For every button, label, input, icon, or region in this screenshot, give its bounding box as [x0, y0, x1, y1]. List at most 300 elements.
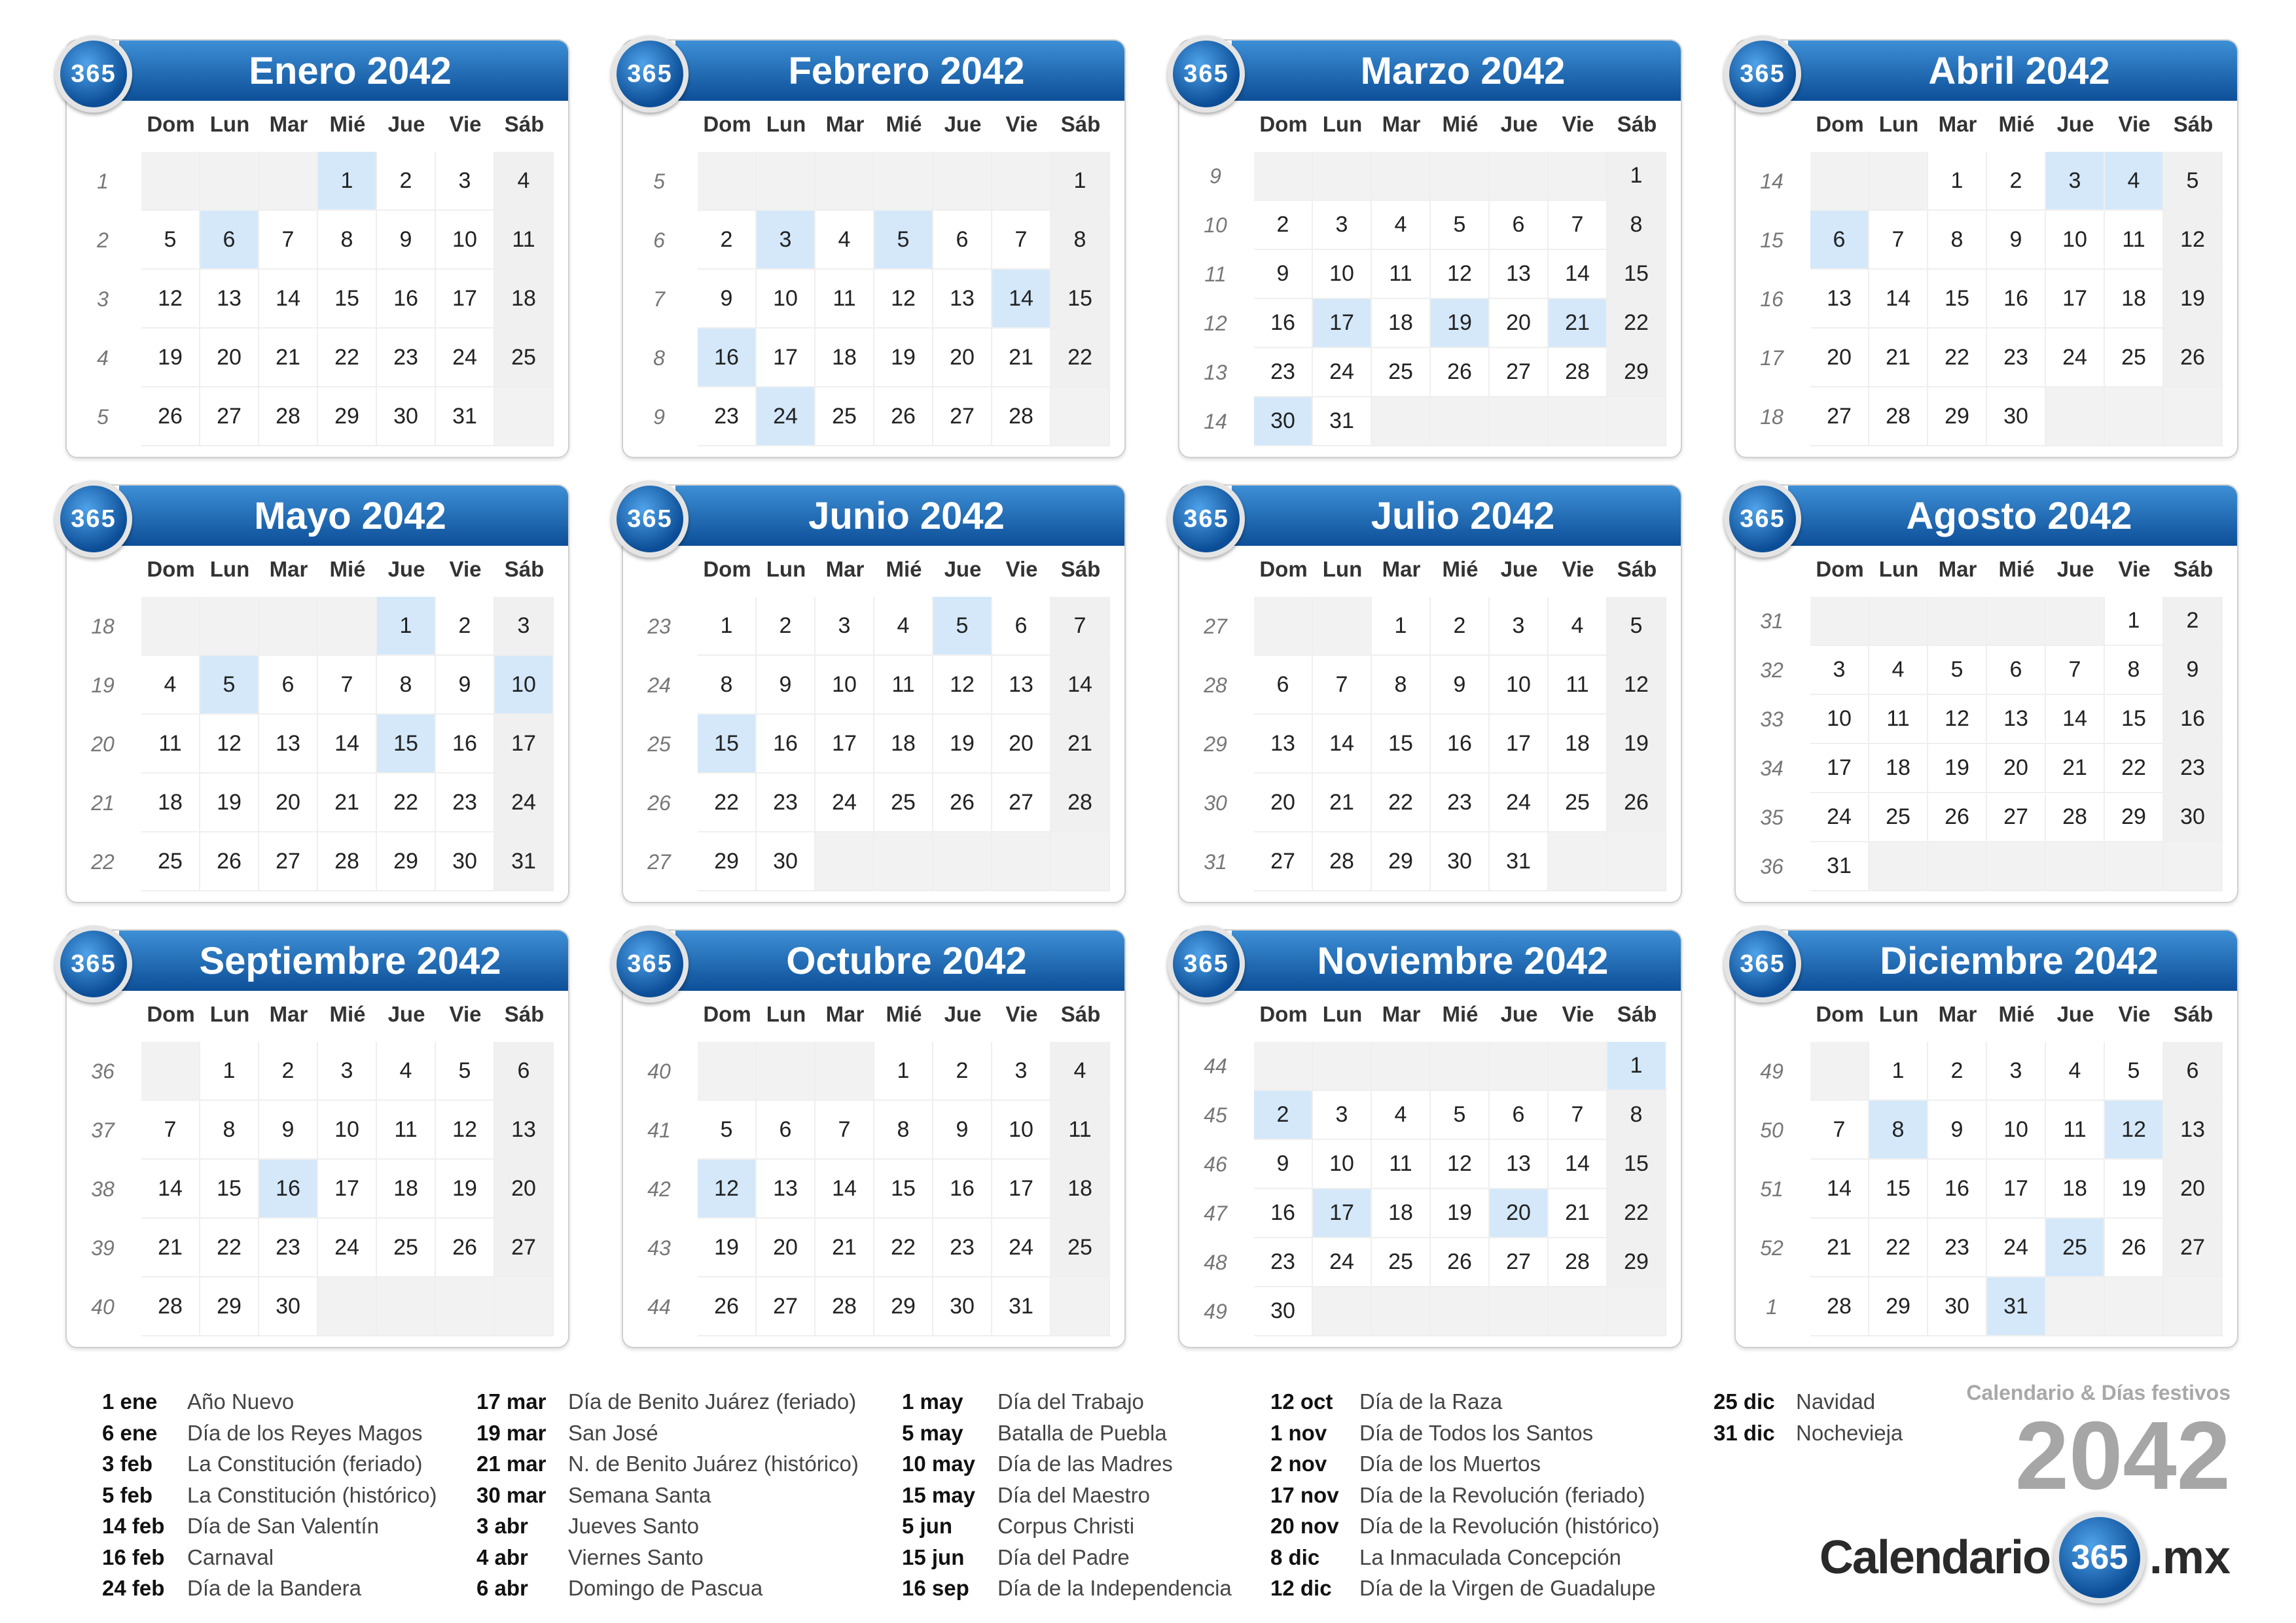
- day-cell: 29: [874, 1277, 933, 1336]
- week-numbers: [73, 1042, 132, 1336]
- weekday-label: Lun: [1322, 112, 1363, 136]
- holiday-row: [102, 1542, 437, 1573]
- holiday-row: [476, 1418, 859, 1449]
- day-cell: 19: [436, 1160, 495, 1219]
- empty-cell: [1928, 842, 1987, 891]
- empty-cell: [1490, 1042, 1549, 1091]
- day-cell: 6: [1987, 646, 2046, 695]
- day-cell: 14: [259, 270, 318, 329]
- day-cell: 25: [1869, 793, 1928, 842]
- weekday-label: Jue: [1500, 112, 1538, 136]
- day-cell: 4: [2046, 1042, 2105, 1101]
- day-cell: 27: [933, 387, 992, 446]
- empty-cell: [2164, 1277, 2223, 1336]
- holiday-name: Corpus Christi: [997, 1514, 1135, 1538]
- day-cell: 10: [1490, 656, 1549, 715]
- day-grid: [698, 152, 1110, 446]
- weekday-label: Mié: [329, 112, 366, 136]
- day-cell: 25: [141, 832, 200, 891]
- holiday-name: Día del Padre: [997, 1544, 1130, 1569]
- day-cell: 26: [698, 1277, 757, 1336]
- holiday-date: 3 feb: [102, 1452, 153, 1476]
- day-cell: 25: [2046, 1219, 2105, 1277]
- holiday-date: 5 may: [902, 1420, 963, 1445]
- holiday-name: Día de Todos los Santos: [1359, 1420, 1594, 1445]
- empty-cell: [1987, 597, 2046, 646]
- week-number: 40: [647, 1059, 671, 1083]
- day-cell: 22: [1869, 1219, 1928, 1277]
- day-cell: 4: [874, 597, 933, 656]
- empty-cell: [1869, 842, 1928, 891]
- day-cell: 27: [259, 832, 318, 891]
- week-numbers: [1742, 597, 1801, 891]
- day-cell: 30: [259, 1277, 318, 1336]
- day-cell: 17: [1490, 715, 1549, 774]
- weekday-label: Mar: [1938, 557, 1977, 581]
- weekday-label: Vie: [1005, 112, 1038, 136]
- day-cell: 19: [1431, 1189, 1490, 1238]
- week-number: 9: [653, 404, 665, 429]
- empty-cell: [200, 597, 259, 656]
- week-number: 15: [1760, 228, 1784, 252]
- day-grid: [1254, 1042, 1666, 1336]
- day-grid: [141, 1042, 554, 1336]
- day-cell: 22: [698, 774, 757, 832]
- month-title: Agosto 2042: [1788, 486, 2237, 546]
- week-number: 27: [647, 849, 671, 874]
- holiday-date: 4 abr: [476, 1544, 528, 1569]
- day-cell: 21: [816, 1219, 874, 1277]
- empty-cell: [1928, 597, 1987, 646]
- weekday-label: Mar: [1382, 1002, 1421, 1026]
- holiday-date: 24 feb: [102, 1576, 165, 1600]
- weekday-label: Mar: [1382, 557, 1421, 581]
- holiday-column: [102, 1386, 437, 1604]
- day-cell: 27: [757, 1277, 816, 1336]
- day-cell: 30: [1254, 1287, 1313, 1336]
- empty-cell: [816, 1042, 874, 1101]
- empty-cell: [1810, 597, 1869, 646]
- day-cell: 23: [259, 1219, 318, 1277]
- holiday-name: Día de la Revolución (feriado): [1359, 1482, 1645, 1507]
- day-cell: 21: [1810, 1219, 1869, 1277]
- day-cell: 18: [1549, 715, 1607, 774]
- day-cell: 5: [1607, 597, 1666, 656]
- day-cell: 9: [1928, 1101, 1987, 1160]
- empty-cell: [2105, 1277, 2164, 1336]
- month-panel: [1734, 484, 2238, 903]
- holiday-row: [102, 1480, 437, 1511]
- month-title: Mayo 2042: [119, 486, 568, 546]
- badge-365-icon: 365: [611, 925, 689, 1003]
- holiday-row: [1270, 1510, 1660, 1542]
- weekday-label: Mié: [1998, 1002, 2035, 1026]
- day-cell: 26: [933, 774, 992, 832]
- day-cell: 1: [1607, 152, 1666, 201]
- day-cell: 1: [1869, 1042, 1928, 1101]
- week-number: 22: [91, 849, 115, 874]
- holiday-date: 8 dic: [1270, 1544, 1320, 1569]
- weekday-header: [1810, 554, 2223, 585]
- day-cell: 17: [1313, 299, 1372, 348]
- holiday-name: Carnaval: [187, 1544, 274, 1569]
- day-cell: 28: [141, 1277, 200, 1336]
- weekday-label: Lun: [209, 112, 250, 136]
- week-number: 36: [91, 1059, 115, 1083]
- day-cell: 4: [816, 211, 874, 270]
- holiday-date: 3 abr: [476, 1514, 528, 1538]
- day-cell: 4: [495, 152, 554, 211]
- day-cell: 6: [933, 211, 992, 270]
- empty-cell: [1372, 1042, 1431, 1091]
- week-number: 14: [1204, 410, 1227, 433]
- day-cell: 8: [1607, 1091, 1666, 1140]
- weekday-label: Mié: [886, 1002, 922, 1026]
- day-cell: 14: [2046, 695, 2105, 744]
- week-numbers: [630, 152, 689, 446]
- empty-cell: [874, 152, 933, 211]
- week-numbers: [1742, 1042, 1801, 1336]
- weekday-label: Dom: [1816, 1002, 1864, 1026]
- week-number: 7: [653, 287, 665, 311]
- day-cell: 24: [757, 387, 816, 446]
- day-cell: 30: [1431, 832, 1490, 891]
- weekday-label: Sáb: [1617, 1002, 1657, 1026]
- day-cell: 20: [1810, 329, 1869, 387]
- day-cell: 31: [495, 832, 554, 891]
- day-cell: 29: [698, 832, 757, 891]
- day-cell: 12: [1928, 695, 1987, 744]
- week-number: 4: [97, 346, 109, 370]
- holiday-name: Día de San Valentín: [187, 1514, 379, 1538]
- month-panel: [1178, 484, 1682, 903]
- weekday-label: Mar: [269, 1002, 308, 1026]
- week-number: 35: [1760, 806, 1784, 829]
- holiday-name: Día de las Madres: [997, 1452, 1173, 1476]
- day-cell: 22: [318, 329, 377, 387]
- week-numbers: [1186, 1042, 1245, 1336]
- day-cell: 7: [1549, 201, 1607, 250]
- holiday-date: 30 mar: [476, 1482, 547, 1507]
- day-cell: 7: [1810, 1101, 1869, 1160]
- week-number: 40: [91, 1294, 115, 1319]
- empty-cell: [1549, 397, 1607, 446]
- weekday-label: Mié: [1998, 112, 2035, 136]
- weekday-label: Lun: [766, 557, 806, 581]
- day-cell: 20: [933, 329, 992, 387]
- empty-cell: [1810, 1042, 1869, 1101]
- empty-cell: [1549, 1287, 1607, 1336]
- day-cell: 5: [698, 1101, 757, 1160]
- holiday-row: [902, 1573, 1232, 1604]
- weekday-label: Sáb: [504, 1002, 545, 1026]
- holiday-date: 5 feb: [102, 1482, 153, 1507]
- day-grid: [1254, 152, 1666, 446]
- day-cell: 8: [1607, 201, 1666, 250]
- week-numbers: [1742, 152, 1801, 446]
- day-cell: 25: [2105, 329, 2164, 387]
- weekday-label: Dom: [703, 557, 751, 581]
- day-cell: 23: [1254, 1238, 1313, 1287]
- holiday-date: 17 mar: [476, 1389, 547, 1414]
- day-cell: 30: [1254, 397, 1313, 446]
- week-number: 18: [1760, 404, 1784, 429]
- week-number: 29: [1204, 732, 1227, 756]
- day-cell: 30: [377, 387, 436, 446]
- weekday-label: Sáb: [1060, 1002, 1101, 1026]
- week-number: 25: [647, 732, 671, 756]
- day-cell: 19: [2164, 270, 2223, 329]
- week-number: 50: [1760, 1118, 1784, 1142]
- badge-365-icon: 365: [1168, 925, 1245, 1003]
- month-panel: [622, 929, 1126, 1348]
- weekday-label: Lun: [209, 1002, 250, 1026]
- week-number: 31: [1760, 609, 1784, 633]
- day-cell: 18: [141, 774, 200, 832]
- day-cell: 19: [200, 774, 259, 832]
- holiday-name: San José: [568, 1420, 658, 1445]
- week-number: 34: [1760, 757, 1784, 780]
- weekday-header: [1254, 554, 1666, 585]
- holiday-row: [902, 1448, 1232, 1480]
- holiday-date: 16 feb: [102, 1544, 165, 1569]
- day-cell: 5: [1431, 201, 1490, 250]
- day-cell: 16: [1928, 1160, 1987, 1219]
- day-cell: 14: [318, 715, 377, 774]
- day-cell: 12: [200, 715, 259, 774]
- day-cell: 6: [1810, 211, 1869, 270]
- day-cell: 2: [436, 597, 495, 656]
- week-number: 28: [1204, 673, 1227, 697]
- empty-cell: [1313, 1042, 1372, 1091]
- day-cell: 20: [259, 774, 318, 832]
- weekday-label: Lun: [1878, 112, 1919, 136]
- day-cell: 3: [757, 211, 816, 270]
- day-cell: 14: [1869, 270, 1928, 329]
- day-cell: 19: [141, 329, 200, 387]
- weekday-label: Sáb: [504, 557, 545, 581]
- day-cell: 24: [1987, 1219, 2046, 1277]
- day-cell: 7: [816, 1101, 874, 1160]
- empty-cell: [259, 597, 318, 656]
- week-number: 31: [1204, 849, 1227, 874]
- empty-cell: [1987, 842, 2046, 891]
- week-number: 44: [647, 1294, 671, 1319]
- brand-logo[interactable]: [1820, 1518, 2231, 1597]
- week-number: 20: [91, 732, 115, 756]
- weekday-label: Sáb: [1617, 112, 1657, 136]
- day-cell: 24: [436, 329, 495, 387]
- week-number: 39: [91, 1236, 115, 1260]
- day-cell: 2: [377, 152, 436, 211]
- day-cell: 15: [1869, 1160, 1928, 1219]
- week-number: 23: [647, 614, 671, 638]
- week-numbers: [1186, 152, 1245, 446]
- day-cell: 21: [1869, 329, 1928, 387]
- day-cell: 25: [816, 387, 874, 446]
- empty-cell: [1490, 152, 1549, 201]
- day-cell: 31: [1313, 397, 1372, 446]
- day-cell: 6: [1490, 1091, 1549, 1140]
- empty-cell: [2046, 1277, 2105, 1336]
- day-cell: 10: [495, 656, 554, 715]
- holiday-list: [102, 1386, 1903, 1609]
- day-cell: 18: [1051, 1160, 1110, 1219]
- weekday-label: Jue: [387, 557, 425, 581]
- day-cell: 24: [1313, 348, 1372, 397]
- day-cell: 8: [1051, 211, 1110, 270]
- holiday-row: [476, 1448, 859, 1480]
- holiday-row: [902, 1418, 1232, 1449]
- holiday-date: 1 may: [902, 1389, 963, 1414]
- empty-cell: [495, 1277, 554, 1336]
- weekday-header: [1810, 999, 2223, 1030]
- day-cell: 28: [259, 387, 318, 446]
- holiday-date: 1 nov: [1270, 1420, 1327, 1445]
- month-panel: [65, 484, 569, 903]
- weekday-label: Sáb: [2173, 1002, 2214, 1026]
- day-cell: 16: [2164, 695, 2223, 744]
- holiday-name: Día de la Revolución (histórico): [1359, 1514, 1660, 1538]
- day-cell: 10: [2046, 211, 2105, 270]
- weekday-label: Mar: [1382, 112, 1421, 136]
- day-cell: 25: [495, 329, 554, 387]
- weekday-label: Dom: [1816, 557, 1864, 581]
- day-cell: 27: [1490, 1238, 1549, 1287]
- day-cell: 25: [1372, 1238, 1431, 1287]
- day-cell: 1: [1051, 152, 1110, 211]
- holiday-row: [1270, 1386, 1660, 1418]
- holiday-row: [1270, 1418, 1660, 1449]
- holiday-name: Día de los Muertos: [1359, 1452, 1541, 1476]
- weekday-label: Lun: [1322, 1002, 1363, 1026]
- day-cell: 10: [1810, 695, 1869, 744]
- badge-365-icon: 365: [55, 35, 132, 113]
- day-cell: 7: [259, 211, 318, 270]
- day-cell: 4: [141, 656, 200, 715]
- month-title: Marzo 2042: [1232, 41, 1681, 101]
- day-cell: 30: [933, 1277, 992, 1336]
- empty-cell: [1607, 832, 1666, 891]
- weekday-label: Jue: [2056, 557, 2094, 581]
- holiday-date: 17 nov: [1270, 1482, 1339, 1507]
- day-cell: 26: [2105, 1219, 2164, 1277]
- day-cell: 3: [1490, 597, 1549, 656]
- weekday-label: Vie: [1562, 112, 1594, 136]
- day-cell: 22: [1372, 774, 1431, 832]
- day-cell: 17: [757, 329, 816, 387]
- day-cell: 23: [1254, 348, 1313, 397]
- day-cell: 13: [1490, 250, 1549, 299]
- day-grid: [1810, 152, 2223, 446]
- day-cell: 13: [259, 715, 318, 774]
- day-cell: 3: [1313, 1091, 1372, 1140]
- day-cell: 30: [1928, 1277, 1987, 1336]
- holiday-name: Día de Benito Juárez (feriado): [568, 1389, 857, 1414]
- day-cell: 7: [318, 656, 377, 715]
- week-number: 26: [647, 791, 671, 815]
- day-cell: 5: [874, 211, 933, 270]
- weekday-label: Vie: [449, 557, 482, 581]
- empty-cell: [141, 597, 200, 656]
- month-panel: [622, 39, 1126, 458]
- day-grid: [698, 1042, 1110, 1336]
- holiday-name: La Constitución (feriado): [187, 1452, 423, 1476]
- weekday-label: Mar: [269, 557, 308, 581]
- empty-cell: [757, 152, 816, 211]
- day-cell: 7: [1549, 1091, 1607, 1140]
- weekday-label: Mié: [1442, 112, 1479, 136]
- day-cell: 16: [757, 715, 816, 774]
- logo-badge-icon: 365: [2054, 1512, 2145, 1603]
- day-cell: 25: [1372, 348, 1431, 397]
- holiday-row: [476, 1573, 859, 1604]
- holiday-name: Nochevieja: [1796, 1420, 1903, 1445]
- day-cell: 20: [1254, 774, 1313, 832]
- day-cell: 23: [1987, 329, 2046, 387]
- day-cell: 9: [2164, 646, 2223, 695]
- week-number: 3: [97, 287, 109, 311]
- day-cell: 19: [1607, 715, 1666, 774]
- week-number: 42: [647, 1177, 671, 1201]
- day-cell: 18: [1372, 299, 1431, 348]
- month-panel: [65, 39, 569, 458]
- holiday-row: [102, 1573, 437, 1604]
- weekday-header: [141, 999, 554, 1030]
- day-cell: 12: [436, 1101, 495, 1160]
- day-cell: 2: [933, 1042, 992, 1101]
- week-number: 36: [1760, 855, 1784, 878]
- day-cell: 11: [1372, 250, 1431, 299]
- day-cell: 5: [141, 211, 200, 270]
- day-cell: 11: [1869, 695, 1928, 744]
- day-cell: 2: [757, 597, 816, 656]
- empty-cell: [1869, 152, 1928, 211]
- day-cell: 17: [1810, 744, 1869, 793]
- day-cell: 10: [1987, 1101, 2046, 1160]
- holiday-name: Día de los Reyes Magos: [187, 1420, 423, 1445]
- holiday-date: 10 may: [902, 1452, 975, 1476]
- day-cell: 19: [1928, 744, 1987, 793]
- holiday-date: 15 may: [902, 1482, 975, 1507]
- day-cell: 17: [992, 1160, 1051, 1219]
- day-cell: 28: [992, 387, 1051, 446]
- month-panel: [1178, 929, 1682, 1348]
- day-cell: 27: [200, 387, 259, 446]
- day-cell: 24: [318, 1219, 377, 1277]
- day-cell: 22: [2105, 744, 2164, 793]
- week-number: 1: [97, 169, 109, 193]
- day-grid: [141, 152, 554, 446]
- day-cell: 11: [874, 656, 933, 715]
- day-cell: 14: [1549, 250, 1607, 299]
- logo-word: Calendario: [1819, 1531, 2050, 1584]
- holiday-date: 2 nov: [1270, 1452, 1327, 1476]
- week-number: 10: [1204, 213, 1227, 237]
- day-cell: 29: [2105, 793, 2164, 842]
- month-title: Febrero 2042: [675, 41, 1124, 101]
- week-number: 44: [1204, 1054, 1227, 1078]
- month-title: Abril 2042: [1788, 41, 2237, 101]
- day-cell: 4: [1869, 646, 1928, 695]
- week-number: 45: [1204, 1103, 1227, 1127]
- day-cell: 13: [992, 656, 1051, 715]
- empty-cell: [1313, 152, 1372, 201]
- empty-cell: [259, 152, 318, 211]
- day-cell: 10: [757, 270, 816, 329]
- day-cell: 24: [1313, 1238, 1372, 1287]
- day-cell: 20: [1490, 299, 1549, 348]
